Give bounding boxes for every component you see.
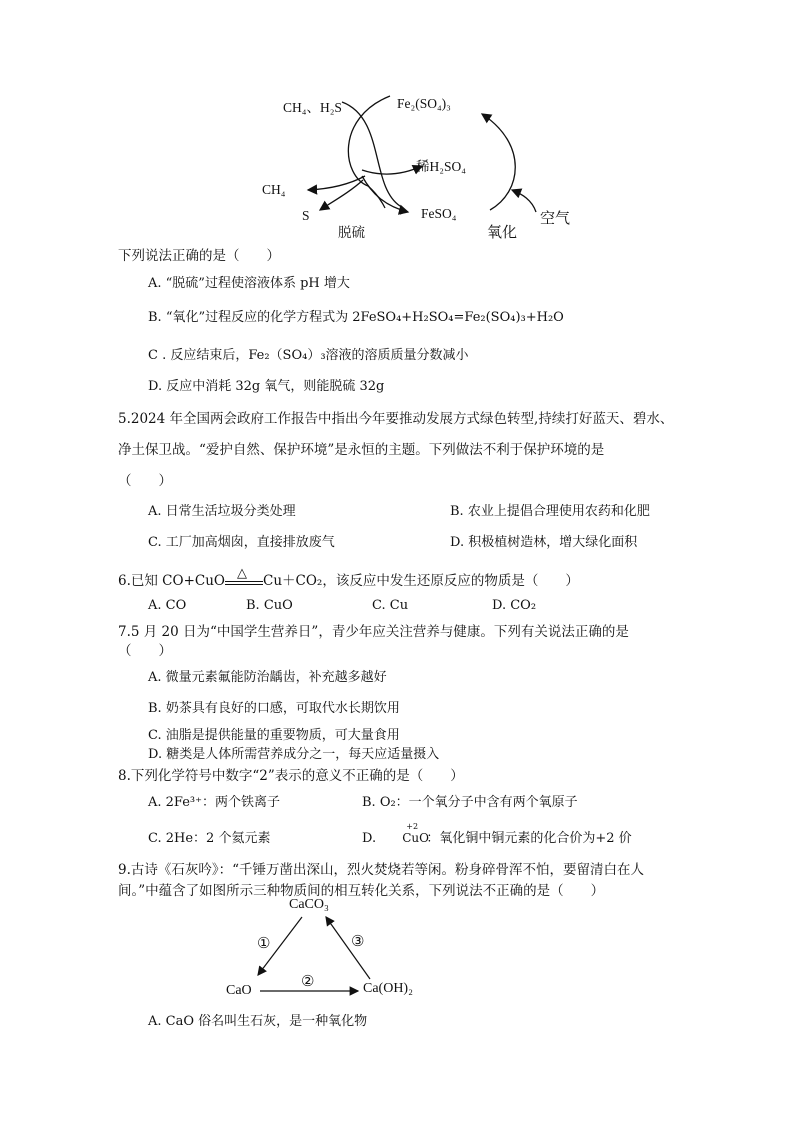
- q6-prefix: 6.已知 CO+CuO: [118, 573, 225, 589]
- q8-option-d-text: ：氧化铜中铜元素的化合价为+2 价: [426, 831, 632, 846]
- label-s: S: [302, 208, 310, 223]
- q7-line1: 7.5 月 20 日为“中国学生营养日”，青少年应关注营养与健康。下列有关说法正确的是: [118, 624, 629, 640]
- right-arc: [342, 102, 405, 214]
- q8-stem: 8.下列化学符号中数字“2”表示的意义不正确的是（ ）: [118, 768, 464, 784]
- q6-option-b: B. CuO: [246, 598, 293, 613]
- q7-line2: （ ）: [118, 643, 172, 659]
- q6-option-d: D. CO₂: [492, 598, 537, 613]
- q4-option-a: A. “脱硫”过程使溶液体系 pH 增大: [148, 276, 350, 291]
- label-dilute-h2so4: 稀H₂SO₄: [416, 159, 466, 174]
- label-caoh2: Ca(OH)₂: [363, 981, 413, 996]
- q5-option-b: B. 农业上提倡合理使用农药和化肥: [450, 504, 650, 519]
- q4-option-c: C . 反应结束后，Fe₂（SO₄）₃溶液的溶质质量分数减小: [148, 348, 469, 363]
- label-ch4: CH₄: [262, 182, 286, 197]
- label-oxidize: 氧化: [487, 223, 518, 241]
- label-caco3: CaCO₃: [289, 897, 329, 912]
- label-feso4: FeSO₄: [421, 206, 457, 221]
- label-step1: ①: [257, 936, 271, 952]
- desulfur-arc: [348, 96, 390, 208]
- q4-option-d: D. 反应中消耗 32g 氧气，则能脱硫 32g: [148, 379, 385, 394]
- q8-option-b: B. O₂：一个氧分子中含有两个氧原子: [362, 795, 578, 810]
- q4-stem: 下列说法正确的是（ ）: [118, 248, 280, 264]
- q7-option-b: B. 奶茶具有良好的口感，可取代水长期饮用: [148, 701, 400, 716]
- q6-double-line: [225, 581, 263, 585]
- q8-formula: CuO: [402, 830, 429, 845]
- q8-valence: +2: [406, 821, 419, 831]
- q4-option-b: B. “氧化”过程反应的化学方程式为 2FeSO₄+H₂SO₄=Fe₂(SO₄)₃+H₂O: [148, 310, 564, 325]
- q6-condition-arrow: [225, 565, 263, 589]
- label-desulfur: 脱硫: [338, 225, 365, 241]
- q9-option-a: A. CaO 俗名叫生石灰，是一种氧化物: [148, 1014, 368, 1029]
- label-ch4-h2s: CH₄、H₂S: [283, 100, 342, 115]
- label-step3: ③: [351, 934, 365, 950]
- q6-condition: △: [236, 565, 247, 581]
- label-air: 空气: [540, 209, 571, 227]
- q5-option-c: C. 工厂加高烟囱，直接排放废气: [148, 535, 335, 550]
- q8-option-a: A. 2Fe³⁺：两个铁离子: [148, 795, 280, 810]
- q8-option-d-label: D.: [362, 831, 377, 846]
- h2so4-arrow: [362, 166, 422, 174]
- q5-option-d: D. 积极植树造林，增大绿化面积: [450, 535, 638, 550]
- q5-line2: 净土保卫战。“爱护自然、保护环境”是永恒的主题。下列做法不利于保护环境的是: [118, 442, 605, 458]
- q7-option-c: C. 油脂是提供能量的重要物质，可大量食用: [148, 728, 400, 743]
- q7-option-a: A. 微量元素氟能防治龋齿，补充越多越好: [148, 670, 387, 685]
- q7-option-d: D. 糖类是人体所需营养成分之一，每天应适量摄入: [148, 747, 440, 762]
- q9-line2: 间。”中蕴含了如图所示三种物质间的相互转化关系，下列说法不正确的是（ ）: [118, 883, 605, 899]
- q5-option-a: A. 日常生活垃圾分类处理: [148, 504, 296, 519]
- q8-option-d: [362, 821, 632, 847]
- q6-suffix: Cu＋CO₂，该反应中发生还原反应的物质是（ ）: [262, 573, 579, 589]
- label-cao: CaO: [226, 983, 252, 998]
- q6-option-a: A. CO: [148, 598, 187, 613]
- ch4-arrow: [308, 176, 365, 190]
- q6-option-c: C. Cu: [372, 598, 409, 613]
- q8-option-c: C. 2He：2 个氦元素: [148, 831, 271, 846]
- oxidation-arc: [482, 114, 515, 210]
- air-arrow: [512, 190, 536, 212]
- q5-line3: （ ）: [118, 473, 172, 489]
- q8-valence-formula: [380, 821, 429, 847]
- q5-line1: 5.2024 年全国两会政府工作报告中指出今年要推动发展方式绿色转型,持续打好蓝天、碧水、: [118, 411, 674, 427]
- label-step2: ②: [301, 974, 315, 990]
- q9-line1: 9.古诗《石灰吟》：“千锤万凿出深山，烈火焚烧若等闲。粉身碎骨浑不怕，要留清白在人: [118, 862, 645, 878]
- q6-stem: [118, 565, 579, 589]
- label-fe2so43: Fe₂(SO₄)₃: [397, 96, 451, 111]
